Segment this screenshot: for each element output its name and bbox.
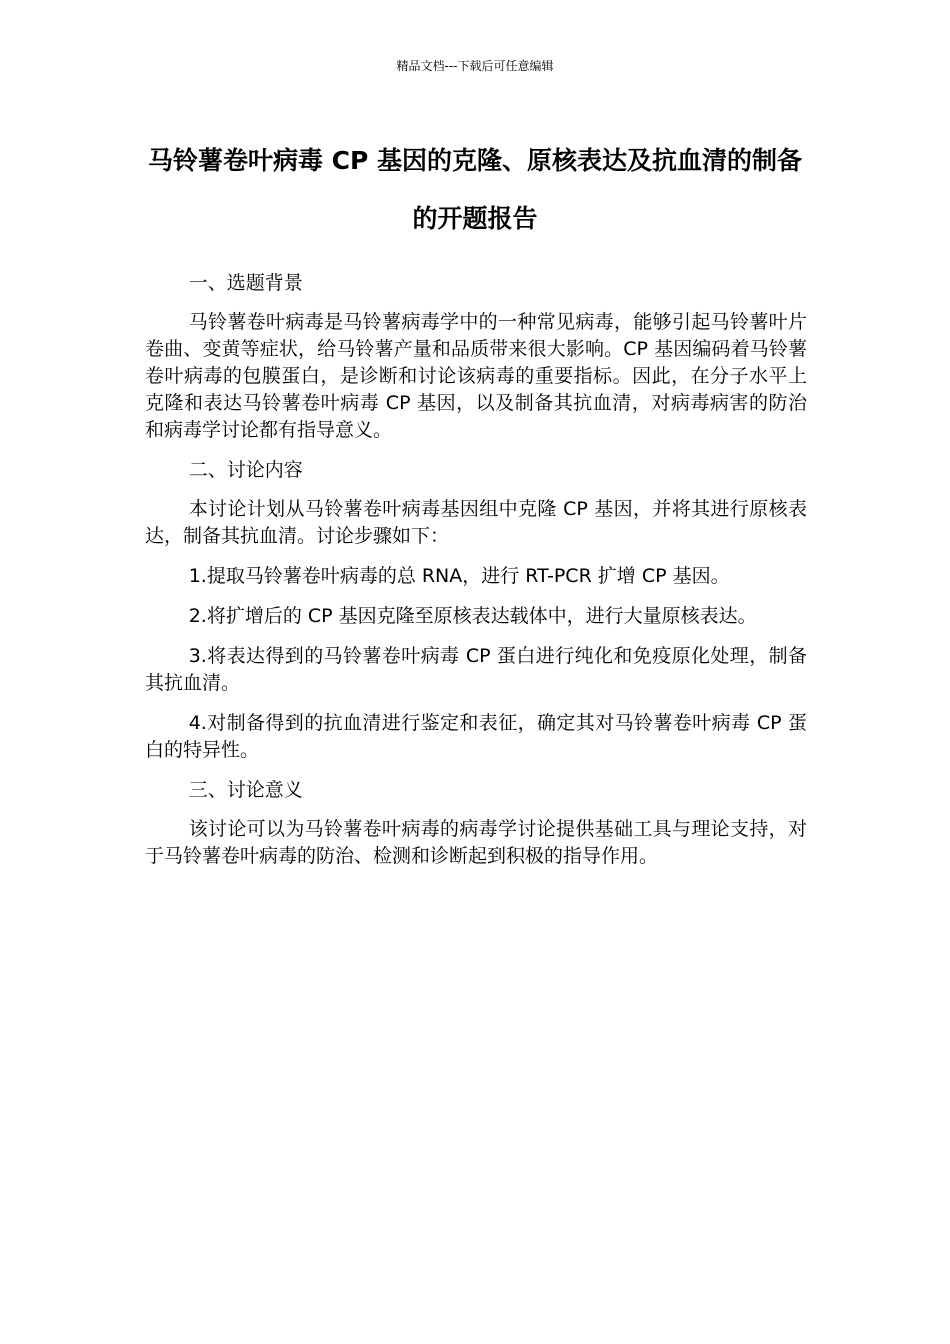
section-heading-significance: 三、讨论意义 [188,779,303,801]
document-title: 马铃薯卷叶病毒 CP 基因的克隆、原核表达及抗血清的制备的开题报告 [147,146,803,233]
section-heading-content: 二、讨论内容 [188,459,303,481]
paragraph-step-4: 4.对制备得到的抗血清进行鉴定和表征，确定其对马铃薯卷叶病毒 CP 蛋白的特异性。 [145,712,807,761]
header-note: 精品文档---下载后可任意编辑 [396,59,554,73]
paragraph-significance: 该讨论可以为马铃薯卷叶病毒的病毒学讨论提供基础工具与理论支持，对于马铃薯卷叶病毒的防治、检测和诊断起到积极的指导作用。 [145,818,807,867]
document-body [145,270,807,883]
paragraph-background: 马铃薯卷叶病毒是马铃薯病毒学中的一种常见病毒，能够引起马铃薯叶片卷曲、变黄等症状，给马铃薯产量和品质带来很大影响。CP 基因编码着马铃薯卷叶病毒的包膜蛋白，是诊断和讨论该病毒的重要指标。因此，在分子水平上克隆和表达马铃薯卷叶病毒 CP 基因，以及制备其抗血清，对病毒病害的防治和病毒学讨论都有指导意义。 [145,311,807,441]
paragraph-step-1: 1.提取马铃薯卷叶病毒的总 RNA，进行 RT-PCR 扩增 CP 基因。 [188,565,730,587]
section-heading-background: 一、选题背景 [188,272,303,294]
paragraph-step-2: 2.将扩增后的 CP 基因克隆至原核表达载体中，进行大量原核表达。 [188,605,757,627]
paragraph-step-3: 3.将表达得到的马铃薯卷叶病毒 CP 蛋白进行纯化和免疫原化处理，制备其抗血清。 [145,645,807,694]
paragraph-content-intro: 本讨论计划从马铃薯卷叶病毒基因组中克隆 CP 基因，并将其进行原核表达，制备其抗血清。讨论步骤如下： [145,498,807,547]
